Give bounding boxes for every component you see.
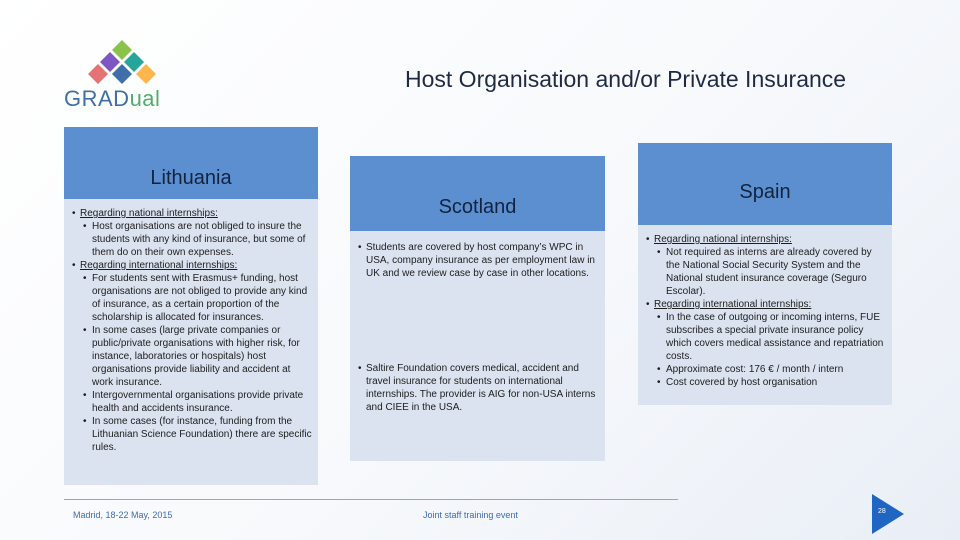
list-item: • Approximate cost: 176 € / month / intern	[644, 363, 886, 376]
logo-wordmark: GRADual	[64, 86, 161, 111]
list-item: • Students are covered by host company’s WPC in USA, company insurance as per employment law in UK and we review case by case in other locations.	[356, 241, 599, 280]
list-item: • In the case of outgoing or incoming interns, FUE subscribes a special private insurance policy which covers medical assistance and repatriation costs.	[644, 311, 886, 363]
footer-divider	[64, 499, 678, 500]
lithuania-body	[64, 199, 318, 485]
list-item: • Regarding national internships:	[70, 207, 312, 220]
scotland-panel	[350, 156, 605, 461]
scotland-body	[350, 231, 605, 461]
list-item: • Intergovernmental organisations provide private health and accidents insurance.	[70, 389, 312, 415]
footer-event-name: Joint staff training event	[423, 510, 518, 520]
list-item: • Not required as interns are already covered by the National Social Security System and the National student insurance coverage (Seguro Escolar).	[644, 246, 886, 298]
lithuania-panel	[64, 127, 318, 485]
list-item: • In some cases (for instance, funding from the Lithuanian Science Foundation) there are specific rules.	[70, 415, 312, 454]
list-item: • Regarding national internships:	[644, 233, 886, 246]
list-item: • Host organisations are not obliged to insure the students with any kind of insurance, but some of them do on their own expenses.	[70, 220, 312, 259]
gradual-logo	[64, 40, 174, 112]
list-item: • Regarding international internships:	[70, 259, 312, 272]
scotland-heading: Scotland	[350, 156, 605, 231]
footer-date-location: Madrid, 18-22 May, 2015	[73, 510, 173, 520]
spain-body	[638, 225, 892, 405]
spain-panel	[638, 143, 892, 405]
list-item: • Saltire Foundation covers medical, accident and travel insurance for students on international internships. The provider is AIG for non-USA interns and CIEE in the USA.	[356, 362, 599, 414]
page-number-badge	[872, 494, 904, 534]
spain-heading: Spain	[638, 143, 892, 225]
lithuania-heading: Lithuania	[64, 127, 318, 199]
logo-mark-icon	[82, 40, 162, 86]
list-item: • Cost covered by host organisation	[644, 376, 886, 389]
slide-title: Host Organisation and/or Private Insurance	[405, 66, 847, 92]
list-item: • For students sent with Erasmus+ funding, host organisations are not obliged to provide any kind of insurance, as a certain proportion of the scholarship is allocated for insurances.	[70, 272, 312, 324]
page-number: 28	[878, 508, 886, 515]
list-item: • In some cases (large private companies or public/private organisations with higher risk, for instance, laboratories or hospitals) host organisations provide liability and accident at work insurance.	[70, 324, 312, 389]
page-badge-arrow-icon	[872, 494, 904, 534]
list-item: • Regarding international internships:	[644, 298, 886, 311]
